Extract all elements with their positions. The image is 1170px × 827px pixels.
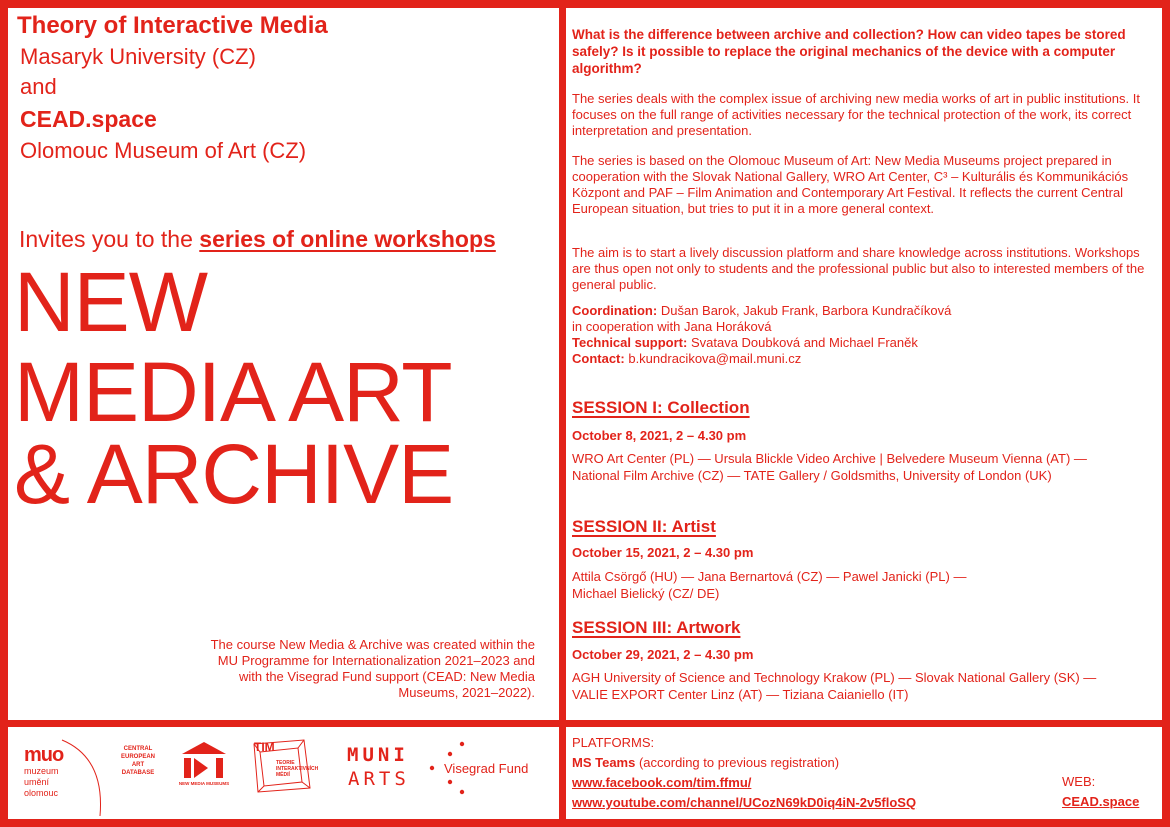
partner-name: CEAD.space bbox=[20, 106, 157, 132]
big-title-line-1: NEW bbox=[14, 255, 207, 349]
session-1-date: October 8, 2021, 2 – 4.30 pm bbox=[572, 428, 747, 443]
contact-email[interactable]: b.kundracikova@mail.muni.cz bbox=[628, 351, 802, 366]
session-2-date: October 15, 2021, 2 – 4.30 pm bbox=[572, 545, 754, 560]
footer-divider bbox=[0, 720, 1170, 727]
new-media-museums-logo-icon bbox=[180, 740, 228, 780]
ms-teams-line: MS Teams (according to previous registration) bbox=[572, 755, 840, 770]
column-divider bbox=[559, 0, 566, 827]
course-note: The course New Media & Archive was created within the MU Programme for Internationalization 2021–2023 and with the Visegrad Fund support (CEAD: New Media Museums, 2021–2022). bbox=[210, 637, 535, 700]
intro-paragraph-1: The series deals with the complex issue of archiving new media works of art in public institutions. It focuses on the full range of activities necessary for the technical protection of the work, its correct interpretation and presentation. bbox=[572, 91, 1140, 138]
ceadb-logo: CENTRAL EUROPEAN ART DATABASE bbox=[120, 746, 155, 776]
contact-line: Contact: b.kundracikova@mail.muni.cz bbox=[572, 351, 802, 366]
visegrad-fund-label: Visegrad Fund bbox=[444, 761, 529, 776]
session-3-body: AGH University of Science and Technology Krakow (PL) — Slovak National Gallery (SK) — VALIE EXPORT Center Linz (AT) — Tiziana Caianiello (IT) bbox=[572, 670, 1097, 702]
tim-logo-subtext: TEORIE INTERAKTIVNÍCH MÉDIÍ bbox=[276, 760, 319, 778]
arts-logo-text: ARTS bbox=[348, 768, 410, 790]
invitation-line: Invites you to the series of online workshops bbox=[19, 226, 496, 252]
organizer-title: Theory of Interactive Media bbox=[17, 12, 328, 39]
platforms-label: PLATFORMS: bbox=[572, 735, 655, 750]
youtube-link[interactable]: www.youtube.com/channel/UCozN69kD0iq4iN-2v5floSQ bbox=[572, 795, 917, 810]
intro-paragraph-2: The series is based on the Olomouc Museum of Art: New Media Museums project prepared in cooperation with the Slovak National Gallery, WRO Art Center, C³ – Kulturális és Kommunikációs Központ and PAF – Film Animation and Contemporary Art Festival. It reflects the current Central European situation, but tries to put it in a more general context. bbox=[572, 153, 1129, 216]
mmo-logo-text: muzeum umění olomouc bbox=[24, 766, 59, 798]
technical-support-line: Technical support: Svatava Doubková and Michael Franěk bbox=[572, 335, 918, 350]
session-1-title: SESSION I: Collection bbox=[572, 398, 750, 417]
museum-name: Olomouc Museum of Art (CZ) bbox=[20, 138, 307, 163]
web-link[interactable]: CEAD.space bbox=[1062, 794, 1140, 809]
session-3-date: October 29, 2021, 2 – 4.30 pm bbox=[572, 647, 754, 662]
workshops-link[interactable]: series of online workshops bbox=[199, 226, 496, 252]
facebook-link[interactable]: www.facebook.com/tim.ffmu/ bbox=[572, 775, 752, 790]
university-name: Masaryk University (CZ) bbox=[20, 44, 256, 69]
web-label: WEB: bbox=[1062, 774, 1096, 789]
session-2-title: SESSION II: Artist bbox=[572, 517, 716, 536]
big-title-line-2: MEDIA ART bbox=[14, 345, 452, 439]
intro-question: What is the difference between archive and collection? How can video tapes be stored safely? Is it possible to replace the original mechanics of the device with a computer algorithm? bbox=[572, 26, 1126, 76]
session-1-body: WRO Art Center (PL) — Ursula Blickle Video Archive | Belvedere Museum Vienna (AT) — National Film Archive (CZ) — TATE Gallery / Goldsmiths, University of London (UK) bbox=[572, 451, 1087, 483]
session-3-title: SESSION III: Artwork bbox=[572, 618, 741, 637]
muni-logo-text: MUNI bbox=[347, 744, 409, 766]
and-text: and bbox=[20, 74, 57, 99]
tim-logo-text: TIM bbox=[254, 740, 275, 754]
coordination-line: Coordination: Dušan Barok, Jakub Frank, Barbora Kundračíková bbox=[572, 303, 952, 318]
new-media-museums-label: NEW MEDIA MUSEUMS bbox=[178, 781, 230, 786]
intro-paragraph-3: The aim is to start a lively discussion platform and share knowledge across institutions. Workshops are thus open not only to students and the professional public but also to interested members of the general public. bbox=[572, 245, 1145, 292]
coordination-line-2: in cooperation with Jana Horáková bbox=[572, 319, 772, 334]
credits bbox=[572, 303, 1152, 367]
session-2-body: Attila Csörgő (HU) — Jana Bernartová (CZ) — Pawel Janicki (PL) — Michael Bielický (CZ/ DE) bbox=[572, 569, 967, 601]
mmo-logo-mark: muo bbox=[24, 744, 64, 766]
big-title-line-3: & ARCHIVE bbox=[14, 427, 454, 521]
